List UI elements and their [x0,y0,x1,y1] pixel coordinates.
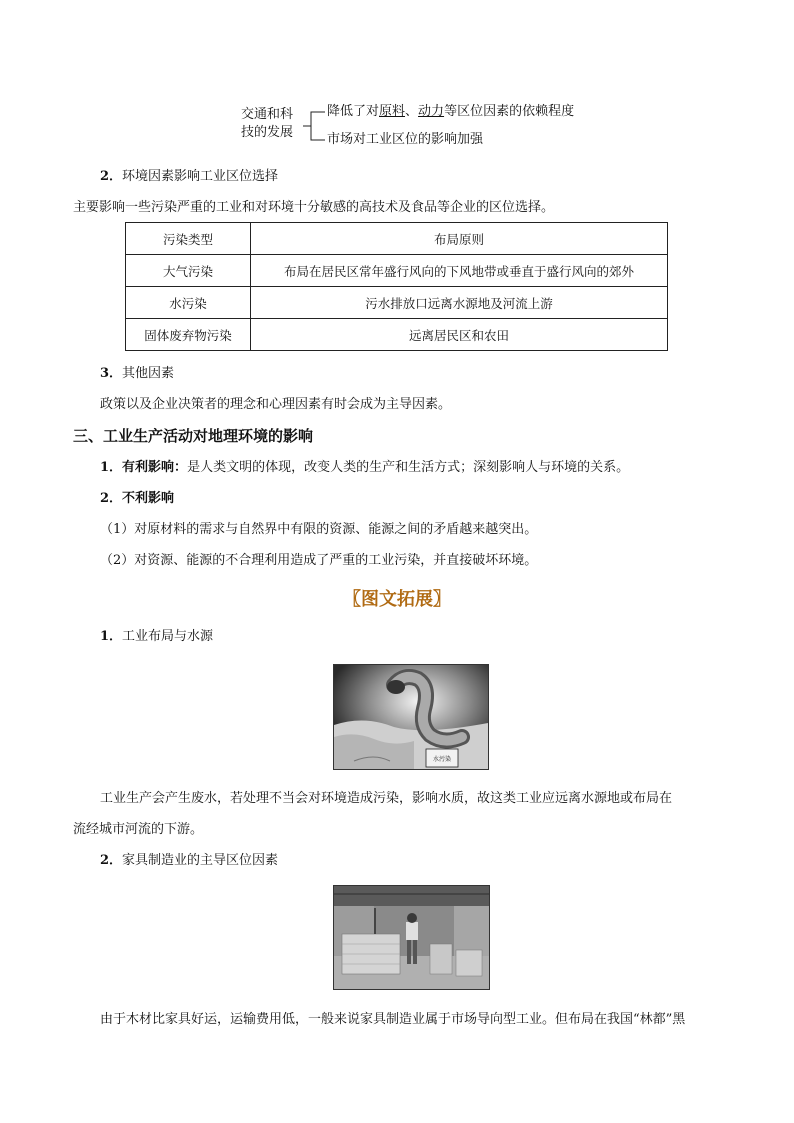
section-2-heading [100,168,278,186]
water-pollution-drawing [334,665,488,769]
furniture-factory-photo [333,885,490,990]
part-3-item-1 [100,459,629,477]
diagram-left-label [241,106,303,142]
section-3-number: 3． [100,366,123,381]
diagram-underlined-power: 动力 [418,104,445,119]
table-row [126,319,668,351]
diagram-underlined-raw-materials: 原料 [379,104,406,119]
extension-item-2-title: 家具制造业的主导区位因素 [122,853,279,868]
section-2-number: 2． [100,169,123,184]
diagram-item-1 [327,103,574,121]
diagram-item-2: 市场对工业区位的影响加强 [327,132,484,147]
table-row [126,287,668,319]
part-3-item-1-label: 有利影响： [122,460,188,475]
section-3-title: 其他因素 [122,366,175,381]
table-header-row [126,223,668,255]
bracket-connector [303,103,327,143]
part-3-heading: 三、工业生产活动对地理环境的影响 [73,427,314,445]
water-pollution-illustration [333,664,489,770]
furniture-factory-drawing [334,886,489,989]
extension-item-1-heading [100,628,213,646]
extension-item-1-number: 1． [100,629,123,644]
table-header-pollution-type: 污染类型 [126,223,251,255]
pollution-layout-table [125,222,668,351]
extension-para-2-line-1: 由于木材比家具好运，运输费用低，一般来说家具制造业属于市场导向型工业。但布局在我国“林都”黑 [100,1012,686,1027]
part-3-item-2-number: 2． [100,491,123,506]
extension-item-2-heading [100,852,278,870]
part-3-sub-item-2: （2）对资源、能源的不合理利用造成了严重的工业污染，并直接破坏环境。 [100,553,538,568]
table-cell: 固体废弃物污染 [126,319,251,351]
diagram-left-line-1: 交通和科 [241,107,294,122]
extension-para-1-line-1: 工业生产会产生废水，若处理不当会对环境造成污染，影响水质，故这类工业应远离水源地或布局在 [100,791,673,806]
part-3-item-2 [100,490,174,508]
table-cell: 污水排放口远离水源地及河流上游 [251,287,668,319]
table-row [126,255,668,287]
diagram-item-1-pre: 降低了对 [327,104,380,119]
section-3-sub-heading [100,365,174,383]
extension-item-1-title: 工业布局与水源 [122,629,214,644]
part-3-item-1-text: 是人类文明的体现，改变人类的生产和生活方式；深刻影响人与环境的关系。 [187,460,630,475]
extension-item-2-number: 2． [100,853,123,868]
part-3-item-1-number: 1． [100,460,123,475]
diagram-item-1-post: 等区位因素的依赖程度 [444,104,575,119]
part-3-item-2-label: 不利影响 [122,491,175,506]
part-3-sub-item-1: （1）对原材料的需求与自然界中有限的资源、能源之间的矛盾越来越突出。 [100,522,538,537]
section-2-title: 环境因素影响工业区位选择 [122,169,279,184]
diagram-separator: 、 [405,104,419,119]
extension-para-1-line-2: 流经城市河流的下游。 [73,822,204,837]
table-header-layout-principle: 布局原则 [251,223,668,255]
figure-sign-text: 水污染 [432,756,452,763]
section-2-intro: 主要影响一些污染严重的工业和对环境十分敏感的高技术及食品等企业的区位选择。 [73,200,555,215]
table-cell: 布局在居民区常年盛行风向的下风地带或垂直于盛行风向的郊外 [251,255,668,287]
table-cell: 水污染 [126,287,251,319]
table-cell: 远离居民区和农田 [251,319,668,351]
extension-title: 〖图文拓展〗 [343,589,451,610]
section-3-text: 政策以及企业决策者的理念和心理因素有时会成为主导因素。 [100,397,452,412]
table-cell: 大气污染 [126,255,251,287]
diagram-left-line-2: 技的发展 [241,125,294,140]
